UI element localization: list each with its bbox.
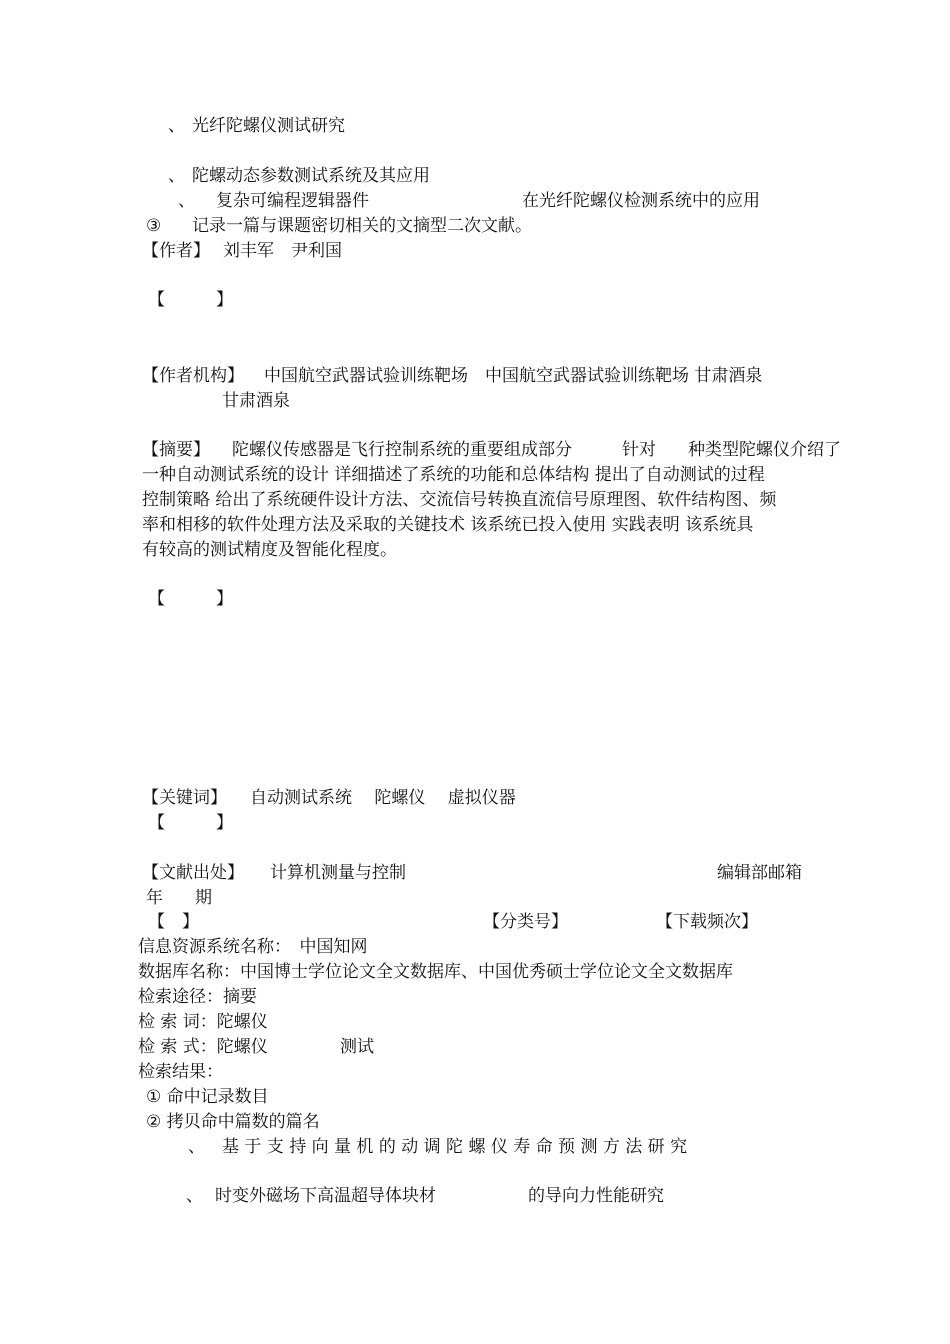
list-mark: 、 [186,1186,203,1206]
abstract-line: 率和相移的软件处理方法及采取的关键技术 该系统已投入使用 实践表明 该系统具 [142,515,754,535]
list-item-title: 时变外磁场下高温超导体块材 [215,1186,436,1206]
list-mark: 、 [168,116,185,136]
blank-bracket: 【 】 [148,290,233,310]
institution-line2: 甘肃酒泉 [222,391,290,411]
source-label: 【文献出处】 [142,863,244,883]
source-right: 编辑部邮箱 [717,863,802,883]
year-label: 年 [146,888,163,908]
step-mark: ③ [146,216,162,236]
institution-line1: 中国航空武器试验训练靶场 中国航空武器试验训练靶场 甘肃酒泉 [264,366,763,386]
search-database: 数据库名称：中国博士学位论文全文数据库、中国优秀硕士学位论文全文数据库 [138,962,733,982]
search-system: 信息资源系统名称： 中国知网 [138,937,368,957]
abstract-line: 有较高的测试精度及智能化程度。 [142,540,397,560]
abstract-line1-end: 种类型陀螺仪介绍了 [688,440,841,460]
list-item-title: 陀螺动态参数测试系统及其应用 [192,166,430,186]
list-item-title-cont: 的导向力性能研究 [528,1186,664,1206]
result-count: ① 命中记录数目 [146,1087,269,1107]
list-mark: 、 [188,1137,205,1157]
search-expression: 检 索 式：陀螺仪 [138,1037,268,1057]
abstract-label: 【摘要】 [142,440,210,460]
period-label: 期 [195,888,212,908]
blank-bracket: 【 】 [148,912,199,932]
source-value: 计算机测量与控制 [270,863,406,883]
author-label: 【作者】 [142,241,210,261]
abstract-line: 一种自动测试系统的设计 详细描述了系统的功能和总体结构 提出了自动测试的过程 [142,465,765,485]
abstract-line: 控制策略 给出了系统硬件设计方法、交流信号转换直流信号原理图、软件结构图、频 [142,490,777,510]
step-text: 记录一篇与课题密切相关的文摘型二次文献。 [192,216,532,236]
blank-bracket: 【 】 [148,589,233,609]
search-results-label: 检索结果： [138,1062,223,1082]
list-mark: 、 [178,191,195,211]
abstract-line1-mid: 针对 [622,440,656,460]
author-value: 刘丰军 尹利国 [223,241,342,261]
abstract-line: 陀螺仪传感器是飞行控制系统的重要组成部分 [232,440,572,460]
result-titles: ② 拷贝命中篇数的篇名 [146,1112,320,1132]
list-item-title: 光纤陀螺仪测试研究 [192,116,345,136]
list-item-title: 基 于 支 持 向 量 机 的 动 调 陀 螺 仪 寿 命 预 测 方 法 研 究 [222,1137,688,1157]
classno-label: 【分类号】 [483,912,568,932]
search-term: 检 索 词：陀螺仪 [138,1012,268,1032]
keywords-label: 【关键词】 [142,788,227,808]
list-item-title-cont: 在光纤陀螺仪检测系统中的应用 [522,191,760,211]
keywords-value: 自动测试系统 陀螺仪 虚拟仪器 [250,788,516,808]
search-expression-extra: 测试 [340,1037,374,1057]
list-item-title: 复杂可编程逻辑器件 [216,191,369,211]
institution-label: 【作者机构】 [142,366,244,386]
search-path: 检索途径：摘要 [138,987,257,1007]
downloads-label: 【下载频次】 [656,912,758,932]
blank-bracket: 【 】 [148,813,233,833]
list-mark: 、 [168,166,185,186]
